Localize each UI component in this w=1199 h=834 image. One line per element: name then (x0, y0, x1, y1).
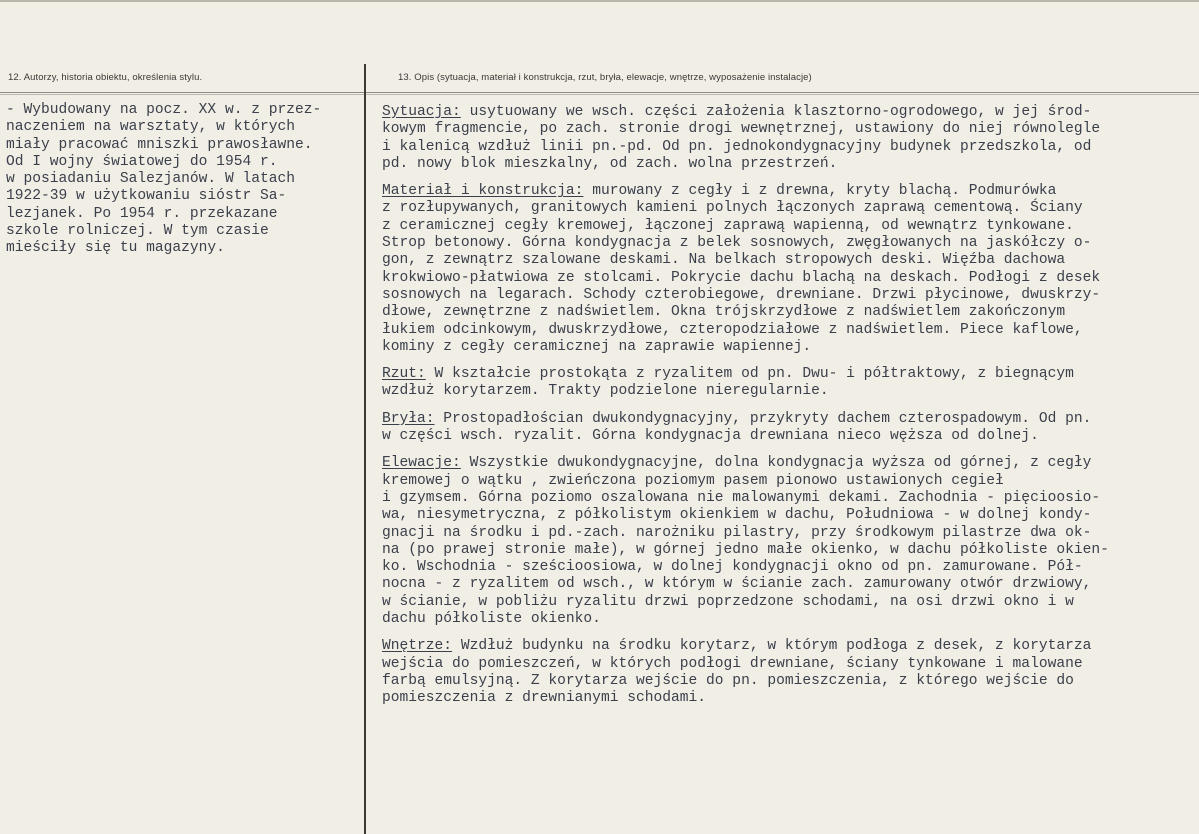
field-13-header: 13. Opis (sytuacja, materiał i konstrukcja, rzut, bryła, elewacje, wnętrze, wyposażenie instalacje) (398, 72, 812, 83)
section-line: farbą emulsyjną. Z korytarza wejście do pn. pomieszczenia, z którego wejście do (382, 672, 1074, 689)
header-rule-secondary (0, 94, 1199, 95)
section-line: W kształcie prostokąta z ryzalitem od pn. Dwu- i półtraktowy, z biegnącym (425, 366, 1074, 383)
section-line: usytuowany we wsch. części założenia klasztorno-ogrodowego, w jej środ- (460, 104, 1092, 120)
section-label: Elewacje: (382, 455, 461, 472)
section-line: dachu półkoliste okienko. (382, 611, 601, 628)
section-line: pomieszczenia z drewnianymi schodami. (382, 690, 707, 707)
header-rule (0, 92, 1199, 93)
section-label: Rzut: (382, 366, 426, 383)
section-line: murowany z cegły i z drewna, kryty blachą. Podmurówka (583, 183, 1057, 200)
section-line: Strop betonowy. Górna kondygnacja z belek sosnowych, zwęgłowanych na jaskółczy o- (382, 235, 1092, 252)
section-line: Prostopadłościan dwukondygnacyjny, przykryty dachem czterospadowym. Od pn. (434, 410, 1092, 427)
column-divider (364, 64, 366, 834)
section-line: kowym fragmencie, po zach. stronie drogi wewnętrznej, ustawiony do niej równolegle (382, 121, 1101, 138)
section-line: krokwiowo-płatwiowa ze stolcami. Pokrycie dachu blachą na deskach. Podłogi z desek (382, 269, 1101, 286)
section-line: w części wsch. ryzalit. Górna kondygnacja drewniana nieco węższa od dolnej. (382, 428, 1039, 445)
section-line: i kalenicą wzdłuż linii pn.-pd. Od pn. jednokondygnacyjny budynek przedszkola, od (382, 138, 1092, 155)
section-material (382, 183, 1109, 356)
section-line: wzdłuż korytarzem. Trakty podzielone nieregularnie. (382, 383, 829, 400)
history-line: - Wybudowany na pocz. XX w. z przez- (6, 102, 322, 118)
section-line: kremowej o wątku , zwieńczona poziomym pasem pionowo ustawionych cegieł (382, 472, 1004, 489)
section-line: gon, z zewnątrz szalowane deskami. Na belkach stropowych deski. Więźba dachowa (382, 252, 1066, 269)
section-rzut (382, 366, 1109, 401)
section-line: wejścia do pomieszczeń, w których podłogi drewniane, ściany tynkowane i malowane (382, 655, 1083, 672)
section-line: nocna - z ryzalitem od wsch., w którym w ścianie zach. zamurowany otwór drzwiowy, (382, 576, 1092, 593)
history-line: w posiadaniu Salezjanów. W latach (6, 171, 296, 188)
section-line: pd. nowy blok mieszkalny, od zach. wolna przestrzeń. (382, 155, 838, 172)
history-line: mieściły się tu magazyny. (6, 240, 225, 257)
section-bryla (382, 411, 1109, 446)
section-line: łukiem odcinkowym, dwuskrzydłowe, czteropodziałowe z nadświetlem. Piece kaflowe, (382, 321, 1083, 338)
section-line: Wszystkie dwukondygnacyjne, dolna kondygnacja wyższa od górnej, z cegły (460, 455, 1092, 472)
section-line: i gzymsem. Górna poziomo oszalowana nie malowanymi dekami. Zachodnia - pięcioosio- (382, 489, 1101, 506)
section-line: na (po prawej stronie małe), w górnej jedno małe okienko, w dachu półkoliste okien- (382, 541, 1109, 558)
section-label: Bryła: (382, 410, 435, 427)
section-line: w ścianie, w pobliżu ryzalitu drzwi poprzedzone schodami, na osi drzwi okno i w (382, 593, 1074, 610)
section-line: z rozłupywanych, granitowych kamieni polnych łączonych zaprawą cementową. Ściany (382, 200, 1083, 217)
history-line: szkole rolniczej. W tym czasie (6, 223, 269, 240)
description-text (382, 104, 1109, 718)
section-elewacje (382, 455, 1109, 628)
section-wnetrze (382, 638, 1109, 707)
history-line: miały pracować mniszki prawosławne. (6, 136, 313, 153)
section-label: Sytuacja: (382, 104, 461, 120)
section-line: gnacji na środku i pd.-zach. narożniku pilastry, przy środkowym pilastrze dwa ok- (382, 524, 1092, 541)
section-line: z ceramicznej cegły kremowej, łączonej zaprawą wapienną, od wewnątrz tynkowane. (382, 217, 1074, 234)
section-line: dłowe, zewnętrzne z nadświetlem. Okna trójskrzydłowe z nadświetlem zakończonym (382, 304, 1066, 321)
history-line: naczeniem na warsztaty, w których (6, 119, 296, 136)
history-line: Od I wojny światowej do 1954 r. (6, 153, 278, 170)
section-label: Materiał i konstrukcja: (382, 183, 584, 200)
section-line: Wzdłuż budynku na środku korytarz, w którym podłoga z desek, z korytarza (452, 638, 1092, 655)
section-line: wa, niesymetryczna, z półkolistym okienkiem w dachu, Południowa - w dolnej kondy- (382, 507, 1092, 524)
history-line: 1922-39 w użytkowaniu sióstr Sa- (6, 188, 287, 205)
section-line: ko. Wschodnia - sześcioosiowa, w dolnej kondygnacji okno od pn. zamurowane. Pół- (382, 559, 1083, 576)
section-line: sosnowych na legarach. Schody czterobiegowe, drewniane. Drzwi płycinowe, dwuskrzy- (382, 286, 1101, 303)
section-label: Wnętrze: (382, 638, 453, 655)
section-line: kominy z cegły ceramicznej na zaprawie wapiennej. (382, 338, 812, 355)
section-sytuacja (382, 104, 1109, 173)
history-text (6, 102, 321, 258)
history-line: lezjanek. Po 1954 r. przekazane (6, 205, 278, 222)
field-12-header: 12. Autorzy, historia obiektu, określenia stylu. (8, 72, 203, 83)
